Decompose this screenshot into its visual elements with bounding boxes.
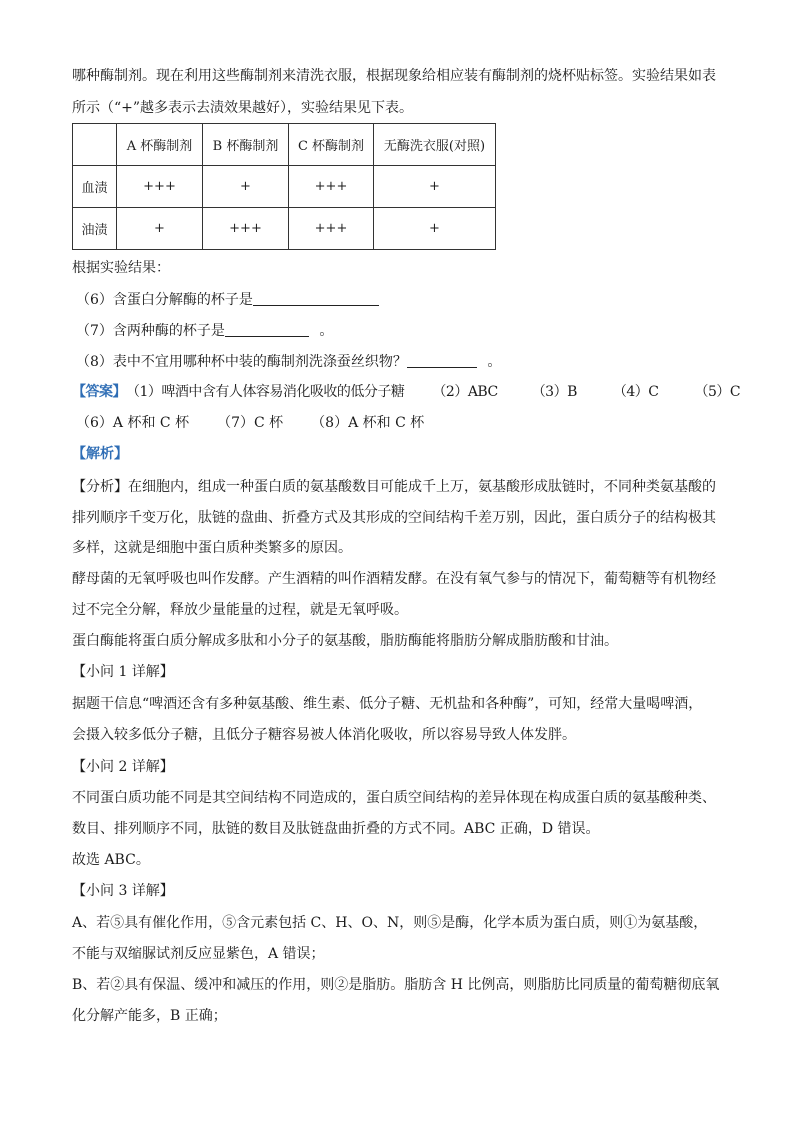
subquestion-3-line-2: 不能与双缩脲试剂反应显紫色，A 错误； xyxy=(72,946,325,962)
table-cell: + xyxy=(374,166,496,208)
table-row xyxy=(73,208,496,250)
question-7-text: （7）含两种酶的杯子是 xyxy=(76,323,225,339)
analysis-para-2-line-1: 酵母菌的无氧呼吸也叫作发酵。产生酒精的叫作酒精发酵。在没有氧气参与的情况下，葡萄糖等有机物经 xyxy=(72,571,716,587)
subquestion-3-title: 【小问 3 详解】 xyxy=(72,883,174,899)
analysis-para-1-line-2: 排列顺序千变万化，肽链的盘曲、折叠方式及其形成的空间结构千差万别，因此，蛋白质分子的结构极其 xyxy=(72,510,716,526)
analysis-para-1-line-3: 多样，这就是细胞中蛋白质种类繁多的原因。 xyxy=(72,540,352,556)
table-cell: +++ xyxy=(289,166,374,208)
fenxi-label: 【分析】 xyxy=(72,479,128,495)
question-8-text: （8）表中不宜用哪种杯中装的酶制剂洗涤蚕丝织物？ xyxy=(76,354,407,370)
analysis-para-3: 蛋白酶能将蛋白质分解成多肽和小分子的氨基酸，脂肪酶能将脂肪分解成脂肪酸和甘油。 xyxy=(72,633,618,649)
question-8 xyxy=(76,352,734,372)
answer-line-2 xyxy=(76,413,734,433)
analysis-para-2-line-2: 过不完全分解，释放少量能量的过程，就是无氧呼吸。 xyxy=(72,602,408,618)
question-7 xyxy=(76,321,734,341)
answer-line-1 xyxy=(72,382,741,402)
answer-7: （7）C 杯 xyxy=(217,415,284,431)
analysis-text: 在细胞内，组成一种蛋白质的氨基酸数目可能成千上万，氨基酸形成肽链时，不同种类氨基酸的 xyxy=(128,479,716,495)
answer-8: （8）A 杯和 C 杯 xyxy=(311,415,425,431)
answer-blank xyxy=(225,322,309,337)
table-row xyxy=(73,166,496,208)
table-row-label: 油渍 xyxy=(73,208,117,250)
question-6 xyxy=(76,290,734,310)
answer-4: （4）C xyxy=(612,384,659,400)
experiment-table xyxy=(72,123,496,250)
answer-1: （1）啤酒中含有人体容易消化吸收的低分子糖 xyxy=(126,384,405,400)
intro-line-2: 所示（“+”越多表示去渍效果越好），实验结果见下表。 xyxy=(72,100,414,116)
answer-6: （6）A 杯和 C 杯 xyxy=(76,415,190,431)
subquestion-1-title: 【小问 1 详解】 xyxy=(72,664,174,680)
analysis-label: 【解析】 xyxy=(72,446,128,462)
table-header-cell: 无酶洗衣服(对照) xyxy=(374,124,496,166)
subquestion-1-line-1: 据题干信息“啤酒还含有多种氨基酸、维生素、低分子糖、无机盐和各种酶”，可知，经常大量喝啤酒， xyxy=(72,696,703,712)
answer-2: （2）ABC xyxy=(432,384,498,400)
subquestion-2-title: 【小问 2 详解】 xyxy=(72,759,174,775)
question-7-end: 。 xyxy=(319,323,334,339)
table-cell: + xyxy=(117,208,203,250)
subquestion-3-line-3: B、若②具有保温、缓冲和减压的作用，则②是脂肪。脂肪含 H 比例高，则脂肪比同质量的葡萄糖彻底氧 xyxy=(72,977,720,993)
subquestion-1-line-2: 会摄入较多低分子糖，且低分子糖容易被人体消化吸收，所以容易导致人体发胖。 xyxy=(72,727,576,743)
table-cell: +++ xyxy=(117,166,203,208)
table-header-cell: A 杯酶制剂 xyxy=(117,124,203,166)
question-6-text: （6）含蛋白分解酶的杯子是 xyxy=(76,292,253,308)
answer-label: 【答案】 xyxy=(72,384,126,400)
table-cell: + xyxy=(374,208,496,250)
table-row-label: 血渍 xyxy=(73,166,117,208)
table-header-row xyxy=(73,124,496,166)
subquestion-2-line-1: 不同蛋白质功能不同是其空间结构不同造成的，蛋白质空间结构的差异体现在构成蛋白质的氨基酸种类、 xyxy=(72,790,716,806)
subquestion-3-line-1: A、若⑤具有催化作用，⑤含元素包括 C、H、O、N，则⑤是酶，化学本质为蛋白质，则①为氨基酸， xyxy=(72,915,708,931)
table-header-cell: C 杯酶制剂 xyxy=(289,124,374,166)
question-8-end: 。 xyxy=(487,354,502,370)
questions-lead: 根据实验结果： xyxy=(72,260,170,276)
answer-blank xyxy=(253,291,379,306)
answer-5: （5）C xyxy=(694,384,741,400)
table-cell: +++ xyxy=(203,208,289,250)
subquestion-3-line-4: 化分解产能多，B 正确； xyxy=(72,1008,227,1024)
table-header-cell xyxy=(73,124,117,166)
analysis-para-1-line-1 xyxy=(72,477,734,497)
subquestion-2-line-3: 故选 ABC。 xyxy=(72,852,150,868)
subquestion-2-line-2: 数目、排列顺序不同，肽链的数目及肽链盘曲折叠的方式不同。ABC 正确，D 错误。 xyxy=(72,821,600,837)
table-cell: + xyxy=(203,166,289,208)
answer-blank xyxy=(407,353,477,368)
table-cell: +++ xyxy=(289,208,374,250)
table-header-cell: B 杯酶制剂 xyxy=(203,124,289,166)
answer-3: （3）B xyxy=(531,384,577,400)
intro-line-1: 哪种酶制剂。现在利用这些酶制剂来清洗衣服，根据现象给相应装有酶制剂的烧杯贴标签。实验结果如表 xyxy=(72,68,716,84)
